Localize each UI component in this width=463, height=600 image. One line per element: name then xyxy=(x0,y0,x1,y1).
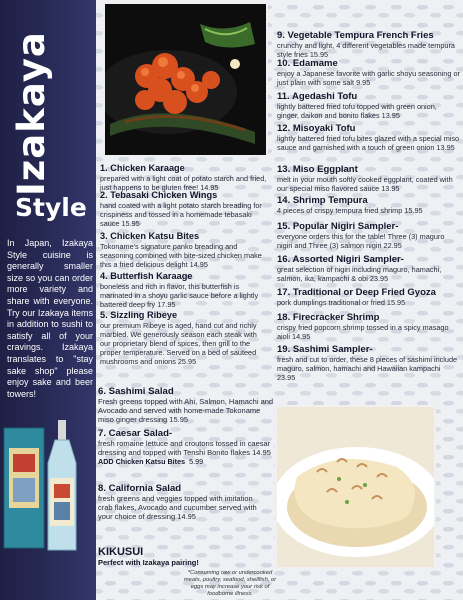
menu-item-edamame xyxy=(277,58,460,87)
intro-text: In Japan, Izakaya Style cuisine is generally smaller size so you can order more variety and share with everyone. Try our Izakaya items in addition to sushi to satisfy all of your cravings. Izakaya translates to "stay sake shop" please enjoy sake and beer towers! xyxy=(7,238,93,399)
menu-item-chicken-karaage xyxy=(100,163,272,192)
item-name: 5. Sizzling Ribeye xyxy=(100,310,178,320)
menu-item-veg-tempura-fries xyxy=(277,30,460,59)
menu-item-shrimp-tempura xyxy=(277,195,460,215)
menu-item-california-salad xyxy=(98,483,260,522)
item-name: 17. Traditional or Deep Fried Gyoza xyxy=(277,287,436,298)
add-on-price: 5.99 xyxy=(189,457,204,467)
item-desc: crunchy and light, 4 different vegetables made tempura style fries 15.95 xyxy=(277,41,455,59)
menu-item-sashimi-sampler xyxy=(277,344,460,382)
item-name: 9. Vegetable Tempura French Fries xyxy=(277,30,434,41)
disclaimer-text: *Consuming raw or undercooked meats, poultry, seafood, shellfish, or eggs may increase your risk of foodborne illness. xyxy=(183,570,277,597)
item-name: 19. Sashimi Sampler- xyxy=(277,344,373,355)
item-desc: our premium Ribeye is aged, hand cut and richly marbled. We generously season each steak with our proprietary blend of spices, then grill to the proper temperature. Served on a bed of sauteed mushrooms and onions 25.95 xyxy=(100,321,257,366)
menu-item-sashimi-salad xyxy=(98,386,276,425)
item-desc: crispy fried popcorn shrimp tossed in a spicy masago aioli 14.95 xyxy=(277,323,449,341)
item-desc: hand coated with a light potato starch breading for crispiness and tossed in a homemade tebasaki sauce 15.95 xyxy=(100,201,262,228)
menu-item-popular-nigiri xyxy=(277,221,460,250)
menu-item-miso-eggplant xyxy=(277,164,460,193)
menu-item-sizzling-ribeye xyxy=(100,310,265,366)
item-desc: lightly battered fried tofu topped with green onion, ginger, daikon and bonito flakes 13.95 xyxy=(277,102,437,120)
item-name: 4. Butterfish Karaage xyxy=(100,271,193,281)
item-desc: melt in your mouth softly cooked eggplant, coated with our special miso flavored sauce 13.95 xyxy=(277,175,453,193)
item-name: 10. Edamame xyxy=(277,58,338,69)
menu-item-butterfish xyxy=(100,271,265,309)
item-desc: fresh and cut to order, these 8 pieces of sashimi include maguro, salmon, hamachi and Hawaiian kampachi 23.95 xyxy=(277,355,458,382)
item-desc: prepared with a light coat of potato starch and fried, just happens to be gluten free! 14.95 xyxy=(100,174,267,192)
item-name: 15. Popular Nigiri Sampler- xyxy=(277,221,399,232)
menu-item-agedashi-tofu xyxy=(277,91,460,120)
menu-item-gyoza xyxy=(277,287,460,307)
menu-item-firecracker-shrimp xyxy=(277,312,460,341)
sake-name: KIKUSUI xyxy=(98,546,144,558)
item-desc: everyone orders this for the table! Three (3) maguro nigiri and Three (3) salmon nigiri 22.95 xyxy=(277,232,445,250)
item-desc: fresh greens and veggies topped with imitation crab flakes, Avocado and cucumber served with your choice of dressing 14.95 xyxy=(98,494,257,522)
item-desc: enjoy a Japanese favorite with garlic shoyu seasoning or just plain with some salt 9.95 xyxy=(277,69,460,87)
item-name: 16. Assorted Nigiri Sampler- xyxy=(277,254,404,265)
kikusui-sake-bottle-image xyxy=(0,418,98,558)
title-style: Style xyxy=(15,193,87,222)
item-desc: boneless and rich in flavor, this butterfish is marinated in a shoyu garlic sauce before a lightly battered deep fry 17.95 xyxy=(100,282,259,309)
menu-item-chicken-katsu xyxy=(100,231,265,269)
item-name: 14. Shrimp Tempura xyxy=(277,195,368,206)
add-on-line xyxy=(98,457,273,466)
menu-item-assorted-nigiri xyxy=(277,254,460,283)
item-desc: pork dumplings traditional or fried 15.95 xyxy=(277,298,406,307)
menu-item-misoyaki-tofu xyxy=(277,123,460,152)
item-name: 12. Misoyaki Tofu xyxy=(277,123,356,134)
item-name: 8. California Salad xyxy=(98,483,182,494)
title-izakaya: Izakaya xyxy=(10,31,53,196)
item-name: 7. Caesar Salad- xyxy=(98,428,173,439)
menu-item-tebasaki-wings xyxy=(100,190,272,228)
item-name: 3. Chicken Katsu Bites xyxy=(100,231,200,241)
item-name: 2. Tebasaki Chicken Wings xyxy=(100,190,218,200)
item-name: 13. Miso Eggplant xyxy=(277,164,358,175)
item-name: 1. Chicken Karaage xyxy=(100,163,185,173)
item-desc: fresh romaine lettuce and croutons tossed in caesar dressing and topped with Tenshi Bonito flakes 14.95 xyxy=(98,439,271,458)
item-desc: great selection of nigiri including maguro, hamachi, salmon, ika, kampachi & obi 23.95 xyxy=(277,265,442,283)
add-on-label: ADD Chicken Katsu Bites xyxy=(98,457,186,467)
item-desc: Fresh greens topped with Ahi, Salmon, Hamachi and Avocado and served with home-made Tokoname miso ginger dressing 15.95 xyxy=(98,397,274,425)
chicken-karaage-photo xyxy=(103,2,268,157)
item-name: 11. Agedashi Tofu xyxy=(277,91,358,102)
menu-item-caesar-salad xyxy=(98,428,273,466)
item-name: 18. Firecracker Shrimp xyxy=(277,312,380,323)
agedashi-tofu-photo xyxy=(275,405,436,569)
item-desc: lightly battered fried tofu bites glazed with a special miso sauce and garnished with a touch of green onion 13.95 xyxy=(277,134,460,152)
sake-tagline: Perfect with Izakaya pairing! xyxy=(98,558,199,567)
item-desc: 4 pieces of crispy tempura fried shrimp 15.95 xyxy=(277,206,423,215)
item-name: 6. Sashimi Salad xyxy=(98,386,174,397)
item-desc: Tokoname's signature panko breading and seasoning combined with bite-sized chicken make this a fried delicious delight 14.95 xyxy=(100,242,262,269)
